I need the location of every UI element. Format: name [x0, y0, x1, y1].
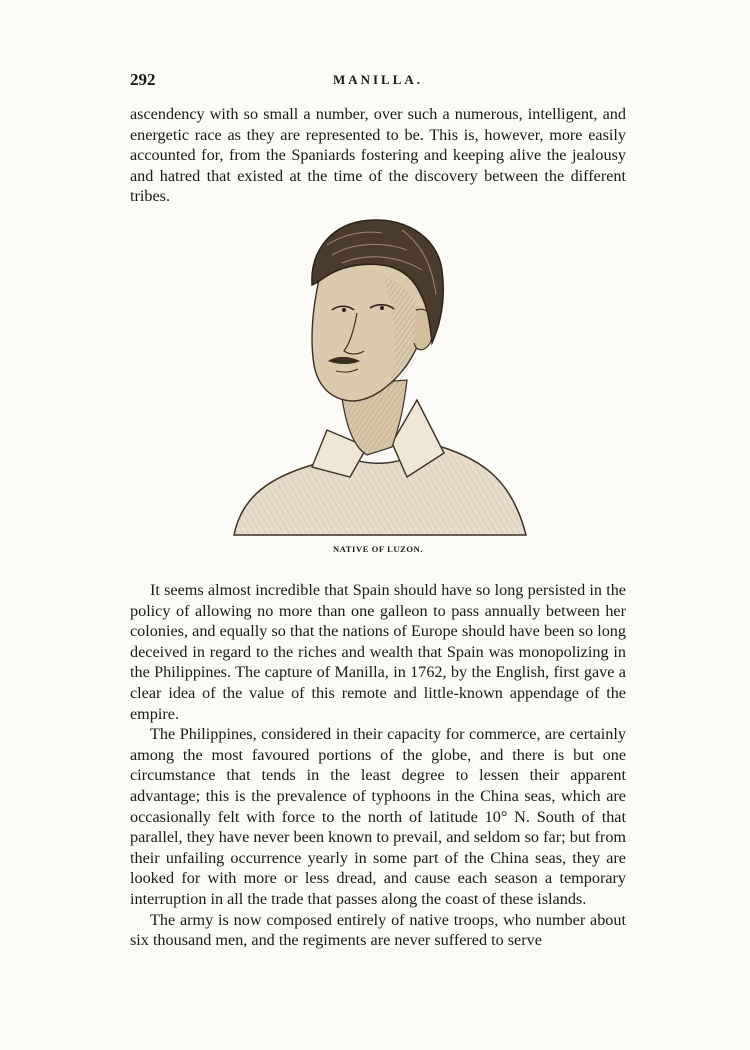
page-header — [130, 70, 626, 92]
paragraph-spain-galleon: It seems almost incredible that Spain should have so long persisted in the policy of allowing no more than one galleon to pass annually between her colonies, and equally so that the nations of Europe should have been so long deceived in regard to the riches and wealth that Spain was monopolizing in the Philippines. The capture of Manilla, in 1762, by the English, first gave a clear idea of the value of this remote and little-known appendage of the empire. — [130, 581, 626, 723]
portrait-illustration — [232, 215, 528, 537]
page-number: 292 — [130, 70, 156, 89]
engraved-portrait-icon — [232, 215, 528, 537]
paragraph-army: The army is now composed entirely of native troops, who number about six thousand men, and the regiments are never suffered to serve — [130, 910, 626, 950]
figure-caption: NATIVE OF LUZON. — [332, 544, 424, 554]
paragraph-philippines-commerce: The Philippines, considered in their capacity for commerce, are certainly among the most favoured portions of the globe, and there is but one circumstance that tends in the least degree to lessen their apparent advantage; this is the prevalence of typhoons in the China seas, which are occasionally felt with force to the north of latitude 10° N. South of that parallel, they have never been known to prevail, and seldom so far; but from their unfailing occurrence yearly in some part of the China seas, they are looked for with more or less dread, and cause each season a temporary interruption in all the trade that passes along the coast of these islands. — [130, 725, 626, 908]
intro-paragraph-block — [130, 104, 626, 207]
intro-paragraph: ascendency with so small a number, over such a numerous, intelligent, and energetic race as they are represented to be. This is, however, more easily accounted for, from the Spaniards fostering and keeping alive the jealousy and hatred that existed at the time of the discovery between the different tribes. — [130, 105, 626, 206]
body-text-block — [130, 580, 626, 951]
running-head: MANILLA. — [332, 72, 424, 87]
